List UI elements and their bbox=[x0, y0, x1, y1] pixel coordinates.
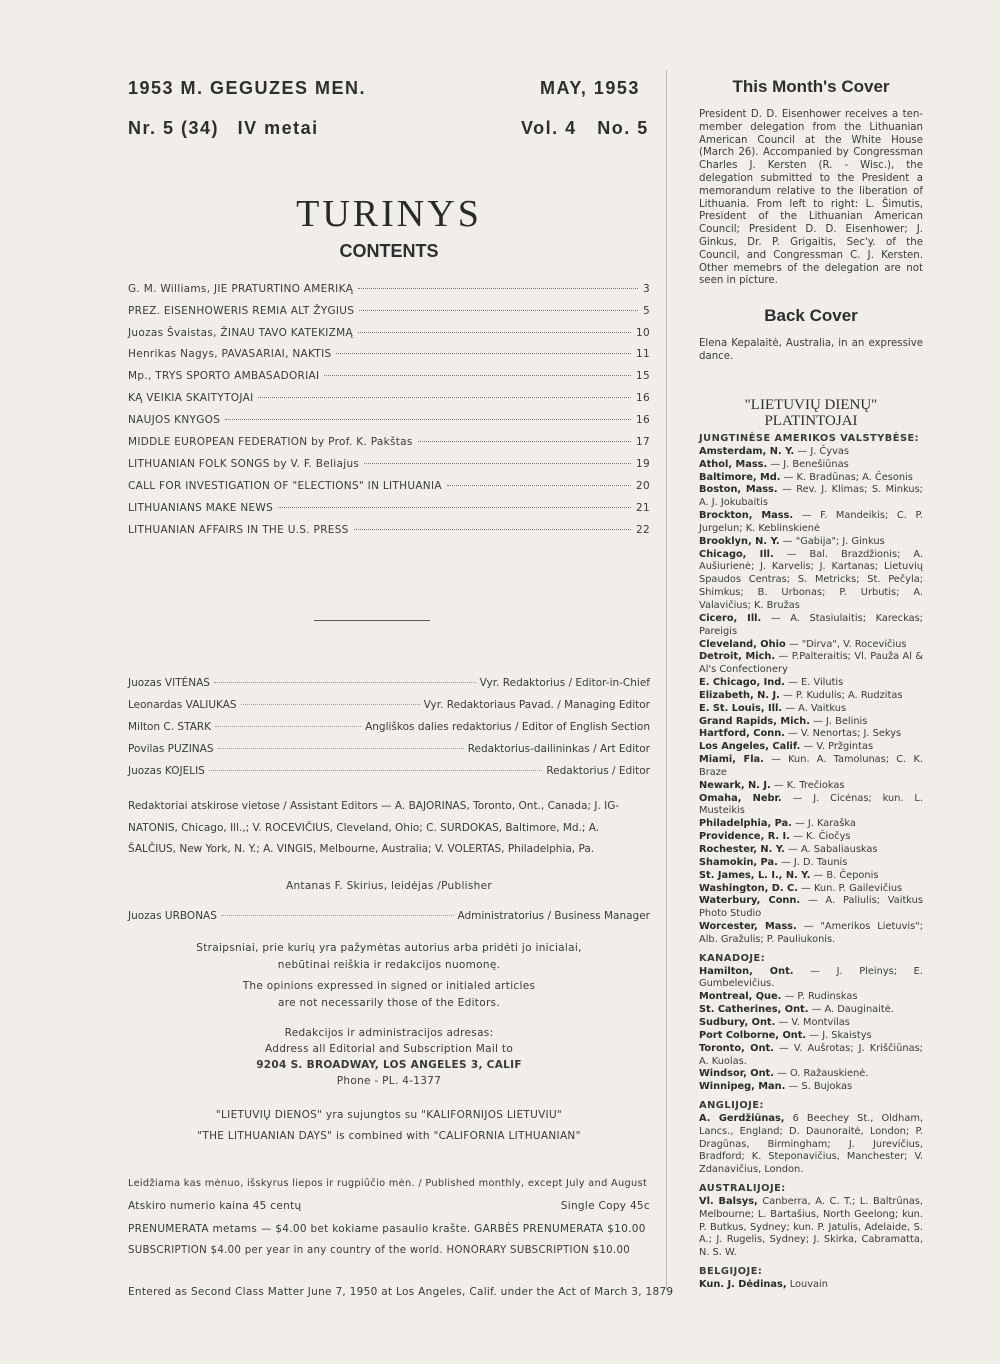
toc-title: LITHUANIAN FOLK SONGS by V. F. Beliajus bbox=[128, 458, 360, 470]
toc-item[interactable] bbox=[128, 305, 650, 317]
distributor-entry bbox=[699, 716, 923, 729]
distributor-names: — E. Vilutis bbox=[788, 677, 844, 689]
toc-page: 19 bbox=[636, 458, 650, 470]
leader-dots bbox=[324, 375, 631, 376]
distributor-names: 6 Beechey St., Oldham, Lancs., England; D. Daunoraitė, London; P. Dragūnas, Birmingham; J. Jurevičius, Bradford; K. Steponavičius, Manchester; V. Zdanavičius, London. bbox=[699, 1112, 923, 1176]
distributor-place: Worcester, Mass. bbox=[699, 921, 797, 933]
toc-item[interactable] bbox=[128, 370, 650, 382]
distributor-names: — Rev. J. Klimas; S. Minkus; A. J. Jokubaitis bbox=[699, 484, 923, 509]
toc-title: LITHUANIANS MAKE NEWS bbox=[128, 502, 274, 514]
staff-row bbox=[128, 765, 650, 777]
assistant-editors-line: Redaktoriai atskirose vietose / Assistant Editors — A. BAJORINAS, Toronto, Ont., Canada; J. IG- bbox=[128, 800, 620, 812]
lt-number bbox=[128, 118, 319, 139]
pub-line bbox=[128, 1223, 650, 1235]
column-rule bbox=[666, 70, 667, 1290]
distributor-place: Brooklyn, N. Y. bbox=[699, 535, 780, 547]
toc-title: LITHUANIAN AFFAIRS IN THE U.S. PRESS bbox=[128, 524, 349, 536]
distributor-place: Athol, Mass. bbox=[699, 458, 768, 470]
distributor-names: — P. Rudinskas bbox=[784, 991, 858, 1003]
distributor-entry bbox=[699, 510, 923, 536]
distributor-place: Vl. Balsys, bbox=[699, 1195, 758, 1207]
staff-name: Milton C. STARK bbox=[128, 721, 212, 733]
distributor-entry bbox=[699, 966, 923, 992]
staff-row bbox=[128, 699, 650, 711]
assistant-editors bbox=[128, 796, 650, 861]
pub-line bbox=[128, 1245, 650, 1256]
disclaimer-line: The opinions expressed in signed or initialed articles bbox=[242, 980, 536, 992]
pub-line-text: Leidžiama kas mėnuo, išskyrus liepos ir rugpiūčio mėn. / Published monthly, except July and August bbox=[128, 1178, 648, 1189]
distributor-entry bbox=[699, 1113, 923, 1177]
distributor-names: — V. Pržgintas bbox=[803, 741, 874, 753]
distributor-section-title: KANADOJE: bbox=[699, 952, 766, 964]
distributors-list bbox=[699, 433, 923, 1292]
leader-dots bbox=[358, 288, 638, 289]
distributor-names: — K. Bradūnas; A. Česonis bbox=[783, 471, 913, 483]
toc-item[interactable] bbox=[128, 480, 650, 492]
distributor-names: — B. Čeponis bbox=[813, 869, 879, 881]
distributor-place: Port Colborne, Ont. bbox=[699, 1029, 807, 1041]
distributor-names: — J. Cicėnas; kun. L. Musteikis bbox=[699, 792, 923, 817]
toc-page: 3 bbox=[643, 283, 650, 295]
distributor-entry bbox=[699, 991, 923, 1004]
leader-dots bbox=[218, 748, 464, 749]
distributor-names: — V. Nenortas; J. Sekys bbox=[788, 728, 902, 740]
toc-page: 5 bbox=[643, 305, 650, 317]
distributor-place: Newark, N. J. bbox=[699, 779, 771, 791]
toc-page: 10 bbox=[636, 327, 650, 339]
en-date: MAY, 1953 bbox=[540, 78, 640, 98]
leader-dots bbox=[278, 507, 631, 508]
address-line: Address all Editorial and Subscription Mail to bbox=[264, 1043, 514, 1055]
disclaimer-lt bbox=[128, 940, 650, 974]
distributor-place: Hamilton, Ont. bbox=[699, 965, 794, 977]
distributor-names: — Kun. P. Gailevičius bbox=[801, 882, 903, 894]
staff-row bbox=[128, 677, 650, 689]
volume: Vol. 4 bbox=[521, 118, 577, 138]
distributor-entry bbox=[699, 844, 923, 857]
toc-item[interactable] bbox=[128, 436, 650, 448]
distributor-names: — J. Karaška bbox=[794, 818, 856, 830]
admin-role: Administratorius / Business Manager bbox=[457, 910, 650, 922]
distributor-names: — "Gabija"; J. Ginkus bbox=[782, 535, 885, 547]
lt-date: 1953 M. GEGUZES MEN. bbox=[128, 78, 367, 98]
disclaimer-line: are not necessarily those of the Editors. bbox=[278, 997, 500, 1009]
distributor-entry bbox=[699, 549, 923, 613]
distributor-place: Cicero, Ill. bbox=[699, 612, 762, 624]
distributor-place: Boston, Mass. bbox=[699, 484, 778, 496]
distributor-place: Kun. J. Dėdinas, bbox=[699, 1279, 787, 1290]
leader-dots bbox=[209, 770, 542, 771]
toc-page: 17 bbox=[636, 436, 650, 448]
distributor-entry bbox=[699, 1068, 923, 1081]
toc-page: 11 bbox=[636, 348, 650, 360]
publisher: Antanas F. Skirius, leidėjas /Publisher bbox=[285, 880, 493, 892]
admin-name: Juozas URBONAS bbox=[128, 910, 217, 922]
combined-line: "LIETUVIŲ DIENOS" yra sujungtos su "KALIFORNIJOS LIETUVIU" bbox=[215, 1109, 563, 1121]
toc-page: 15 bbox=[636, 370, 650, 382]
distributor-entry bbox=[699, 921, 923, 947]
distributor-section-title: BELGIJOJE: bbox=[699, 1266, 763, 1278]
distributor-entry bbox=[699, 690, 923, 703]
distributor-names: — P.Palteraitis; Vl. Pauža Al & Al's Confectionery bbox=[699, 651, 923, 676]
distributor-names: — J. Skaistys bbox=[809, 1029, 872, 1041]
distributor-names: — F. Mandeikis; C. P. Jurgelun; K. Keblinskienė bbox=[699, 510, 923, 534]
distributor-place: Chicago, Ill. bbox=[699, 548, 774, 560]
distributor-entry bbox=[699, 780, 923, 793]
staff-row bbox=[128, 721, 650, 733]
disclaimer-line: Straipsniai, prie kurių yra pažymėtas autorius arba pridėti jo inicialai, bbox=[196, 942, 582, 954]
toc-page: 20 bbox=[636, 480, 650, 492]
staff-role: Vyr. Redaktoriaus Pavad. / Managing Editor bbox=[423, 699, 650, 711]
distributor-place: Sudbury, Ont. bbox=[699, 1016, 776, 1028]
distributor-place: Cleveland, Ohio bbox=[699, 638, 786, 650]
distributor-entry bbox=[699, 1196, 923, 1260]
distributor-place: Hartford, Conn. bbox=[699, 728, 785, 740]
distributor-place: Shamokin, Pa. bbox=[699, 856, 778, 868]
entered-notice bbox=[128, 1286, 674, 1298]
distributor-names: — J. Čyvas bbox=[797, 445, 849, 457]
toc-title: Mp., TRYS SPORTO AMBASADORIAI bbox=[128, 370, 320, 382]
distributor-entry bbox=[699, 472, 923, 485]
staff-name: Juozas KOJELIS bbox=[128, 765, 205, 777]
distributor-place: Baltimore, Md. bbox=[699, 471, 781, 483]
toc-title: PREZ. EISENHOWERIS REMIA ALT ŽYGIUS bbox=[128, 305, 355, 317]
disclaimer-en bbox=[128, 978, 650, 1012]
distributor-names: — P. Kudulis; A. Rudzitas bbox=[783, 689, 903, 701]
leader-dots bbox=[354, 529, 631, 530]
pub-line-text: Atskiro numerio kaina 45 centų bbox=[128, 1200, 302, 1212]
toc-item[interactable] bbox=[128, 502, 650, 514]
cover-heading: This Month's Cover bbox=[732, 77, 890, 96]
page-subtitle: CONTENTS bbox=[339, 241, 439, 261]
toc-title: MIDDLE EUROPEAN FEDERATION by Prof. K. Pakštas bbox=[128, 436, 413, 448]
leader-dots bbox=[214, 682, 476, 683]
distributor-entry bbox=[699, 793, 923, 819]
distributor-entry bbox=[699, 446, 923, 459]
divider bbox=[314, 620, 430, 621]
distributor-place: Windsor, Ont. bbox=[699, 1068, 774, 1080]
toc-item[interactable] bbox=[128, 524, 650, 536]
staff-role: Redaktorius-dailininkas / Art Editor bbox=[467, 743, 650, 755]
distributor-names: — "Amerikos Lietuvis"; Alb. Gražulis; P. Pauliukonis. bbox=[699, 921, 924, 945]
pub-line-text: PRENUMERATA metams — $4.00 bet kokiame pasaulio krašte. GARBĖS PRENUMERATA $10.00 bbox=[128, 1223, 646, 1235]
toc-item[interactable] bbox=[128, 458, 650, 470]
issue-year: IV metai bbox=[237, 118, 319, 138]
distributor-place: Amsterdam, N. Y. bbox=[699, 445, 795, 457]
toc-item[interactable] bbox=[128, 414, 650, 426]
distributor-section-title: ANGLIJOJE: bbox=[699, 1100, 764, 1112]
distributor-names: — J. Belinis bbox=[813, 715, 868, 727]
staff-role: Redaktorius / Editor bbox=[546, 765, 650, 777]
address-phone: Phone - PL. 4-1377 bbox=[336, 1075, 442, 1087]
distributor-place: Washington, D. C. bbox=[699, 882, 798, 894]
distributor-names: — A. Stasiulaitis; Kareckas; Pareigis bbox=[699, 612, 923, 637]
distributor-entry bbox=[699, 1004, 923, 1017]
distributor-place: Grand Rapids, Mich. bbox=[699, 715, 810, 727]
distributor-entry bbox=[699, 613, 923, 639]
staff-name: Juozas VITĖNAS bbox=[128, 677, 210, 689]
toc-title: CALL FOR INVESTIGATION OF "ELECTIONS" IN LITHUANIA bbox=[128, 480, 442, 492]
distributor-place: Miami, Fla. bbox=[699, 754, 764, 766]
toc-item[interactable] bbox=[128, 392, 650, 404]
distributor-entry bbox=[699, 857, 923, 870]
distributor-names: — A. Vaitkus bbox=[785, 702, 847, 714]
distributor-entry bbox=[699, 741, 923, 754]
distributor-place: St. Catherines, Ont. bbox=[699, 1004, 809, 1016]
back-cover-heading: Back Cover bbox=[764, 306, 858, 325]
distributor-entry bbox=[699, 536, 923, 549]
number: No. 5 bbox=[597, 118, 649, 138]
toc-page: 16 bbox=[636, 414, 650, 426]
distributor-entry bbox=[699, 883, 923, 896]
pub-line bbox=[128, 1200, 650, 1212]
distributor-names: — O. Ražauskienė. bbox=[777, 1068, 869, 1080]
business-manager-row bbox=[128, 910, 650, 922]
distributor-entry bbox=[699, 677, 923, 690]
distributor-entry bbox=[699, 1279, 923, 1292]
page-title: TURINYS bbox=[296, 193, 482, 235]
distributor-place: Rochester, N. Y. bbox=[699, 844, 785, 855]
distributor-place: Philadelphia, Pa. bbox=[699, 818, 792, 830]
pub-line-right: Single Copy 45c bbox=[560, 1200, 650, 1212]
distributor-entry bbox=[699, 1081, 923, 1094]
distributor-names: — Kun. A. Tamolunas; C. K. Braze bbox=[699, 754, 923, 778]
distributor-place: Los Angeles, Calif. bbox=[699, 741, 801, 753]
distributor-names: — A. Paliulis; Vaitkus Photo Studio bbox=[699, 895, 923, 920]
assistant-editors-line: NATONIS, Chicago, Ill.,; V. ROCEVIČIUS, Cleveland, Ohio; C. SURDOKAS, Baltimore, Md.; A. bbox=[128, 821, 600, 834]
distributors-heading-line: "LIETUVIŲ DIENŲ" bbox=[744, 397, 878, 413]
leader-dots bbox=[358, 332, 631, 333]
distributor-section-title: AUSTRALIJOJE: bbox=[699, 1183, 786, 1195]
distributor-names: — K. Trečiokas bbox=[773, 779, 845, 791]
toc-page: 21 bbox=[636, 502, 650, 514]
toc-item[interactable] bbox=[128, 327, 650, 339]
distributor-entry bbox=[699, 1017, 923, 1030]
address-block bbox=[128, 1025, 650, 1089]
distributor-place: Omaha, Nebr. bbox=[699, 792, 782, 804]
leader-dots bbox=[359, 310, 638, 311]
distributor-section-title: JUNGTINĖSE AMERIKOS VALSTYBĖSE: bbox=[699, 433, 920, 444]
distributor-entry bbox=[699, 818, 923, 831]
toc-title: G. M. Williams, JIE PRATURTINO AMERIKĄ bbox=[128, 283, 354, 295]
distributor-names: — V. Aušrotas; J. Kriščiūnas; A. Kuolas. bbox=[699, 1042, 923, 1067]
cover-text: President D. D. Eisenhower receives a ten-member delegation from the Lithuanian American Council at the White House (March 26). Accompanied by Congressman Charles J. Kersten (R. - Wisc.), the delegation submitted to the President a memorandum relative to the liberation of Lithuania. From left to right: L. Šimutis, President of the Lithuanian American Council; President D. D. Eisenhower; J. Ginkus, Dr. P. Grigaitis, Sec'y. of the Council, and Congressman C. J. Kersten. Other memebrs of the delegation are not seen in picture. bbox=[699, 109, 923, 287]
leader-dots bbox=[258, 397, 631, 398]
distributor-place: Elizabeth, N. J. bbox=[699, 689, 780, 701]
issue-number: Nr. 5 (34) bbox=[128, 118, 220, 138]
distributor-names: — V. Montvilas bbox=[778, 1016, 850, 1028]
distributor-place: St. James, L. I., N. Y. bbox=[699, 869, 811, 881]
distributor-entry bbox=[699, 831, 923, 844]
distributor-entry bbox=[699, 895, 923, 921]
distributor-place: Brockton, Mass. bbox=[699, 510, 794, 522]
distributor-names: — J. Pleinys; E. Gumbelevičius. bbox=[699, 965, 923, 990]
distributor-names: — "Dirva", V. Rocevičius bbox=[788, 638, 907, 650]
toc-item[interactable] bbox=[128, 283, 650, 295]
toc-title: NAUJOS KNYGOS bbox=[128, 414, 221, 426]
combined-notice bbox=[128, 1105, 650, 1147]
staff-role: Vyr. Redaktorius / Editor-in-Chief bbox=[479, 677, 650, 689]
distributor-entry bbox=[699, 728, 923, 741]
combined-line: "THE LITHUANIAN DAYS" is combined with "CALIFORNIA LITHUANIAN" bbox=[197, 1130, 581, 1142]
toc-title: Henrikas Nagys, PAVASARIAI, NAKTIS bbox=[128, 348, 332, 360]
distributor-entry bbox=[699, 1043, 923, 1069]
toc-title: KĄ VEIKIA SKAITYTOJAI bbox=[128, 392, 254, 404]
distributor-entry bbox=[699, 651, 923, 677]
pub-line-text: SUBSCRIPTION $4.00 per year in any country of the world. HONORARY SUBSCRIPTION $10.00 bbox=[128, 1245, 631, 1256]
leader-dots bbox=[364, 463, 631, 464]
distributor-names: Louvain bbox=[789, 1279, 828, 1290]
distributor-names: — A. Sabaliauskas bbox=[788, 844, 878, 855]
distributor-place: E. Chicago, Ind. bbox=[699, 677, 785, 689]
distributors-heading-line: PLATINTOJAI bbox=[764, 413, 858, 429]
distributor-entry bbox=[699, 484, 923, 510]
distributor-place: Waterbury, Conn. bbox=[699, 895, 801, 907]
distributor-place: Detroit, Mich. bbox=[699, 651, 776, 663]
distributor-entry bbox=[699, 703, 923, 716]
distributor-names: — J. D. Taunis bbox=[780, 856, 848, 868]
distributor-place: Winnipeg, Man. bbox=[699, 1081, 786, 1093]
distributor-names: — J. Benešiūnas bbox=[770, 458, 849, 470]
distributors-heading bbox=[699, 397, 923, 429]
distributor-place: A. Gerdžiūnas, bbox=[699, 1112, 785, 1124]
entered-text: Entered as Second Class Matter June 7, 1950 at Los Angeles, Calif. under the Act of March 3, 1879 bbox=[128, 1286, 674, 1298]
address-street: 9204 S. BROADWAY, LOS ANGELES 3, CALIF bbox=[256, 1059, 522, 1071]
pub-line bbox=[128, 1178, 650, 1189]
toc-title: Juozas Švaistas, ŽINAU TAVO KATEKIZMĄ bbox=[128, 327, 354, 339]
distributor-entry bbox=[699, 639, 923, 652]
toc-item[interactable] bbox=[128, 348, 650, 360]
distributor-entry bbox=[699, 754, 923, 780]
distributor-place: Montreal, Que. bbox=[699, 991, 782, 1003]
disclaimer-line: nebūtinai reiškia ir redakcijos nuomonę. bbox=[277, 959, 501, 971]
staff-role: Angliškos dalies redaktorius / Editor of English Section bbox=[365, 721, 650, 733]
distributor-entry bbox=[699, 1030, 923, 1043]
staff-row bbox=[128, 743, 650, 755]
leader-dots bbox=[221, 915, 454, 916]
toc-page: 16 bbox=[636, 392, 650, 404]
distributor-place: Providence, R. I. bbox=[699, 831, 790, 843]
assistant-editors-line: ŠALČIUS, New York, N. Y.; A. VINGIS, Melbourne, Australia; V. VOLERTAS, Philadelphia, Pa. bbox=[128, 843, 595, 855]
leader-dots bbox=[336, 353, 631, 354]
staff-name: Leonardas VALIUKAS bbox=[128, 699, 237, 711]
distributor-names: — Bal. Brazdžionis; A. Aušiurienė; J. Karvelis; J. Kartanas; Lietuvių Spaudos Centras; S. Metricks; St. Pečyla; Shimkus; B. Urbonas; P. Urbutis; A. Valavičius; K. Bružas bbox=[699, 548, 923, 611]
leader-dots bbox=[215, 726, 361, 727]
distributor-entry bbox=[699, 459, 923, 472]
distributor-names: — A. Dauginaitė. bbox=[811, 1004, 894, 1016]
leader-dots bbox=[447, 485, 631, 486]
leader-dots bbox=[225, 419, 631, 420]
toc-page: 22 bbox=[636, 524, 650, 536]
distributor-place: Toronto, Ont. bbox=[699, 1042, 774, 1054]
distributor-place: E. St. Louis, Ill. bbox=[699, 702, 783, 714]
address-line: Redakcijos ir administracijos adresas: bbox=[284, 1027, 494, 1039]
back-cover-text: Elena Kepalaitė, Australia, in an expressive dance. bbox=[699, 338, 923, 362]
distributor-names: Canberra, A. C. T.; L. Baltrūnas, Melbourne; L. Bartašius, North Geelong; kun. P. Butkus, Sydney; kun. P. Jatulis, Adelaide, S. A.; J. Rugelis, Sydney; J. Skirka, Cabramatta, N. S. W. bbox=[699, 1195, 924, 1259]
leader-dots bbox=[241, 704, 420, 705]
distributor-names: — S. Bujokas bbox=[788, 1081, 853, 1093]
en-volume bbox=[521, 118, 649, 139]
distributor-names: — K. Čiočys bbox=[793, 831, 851, 843]
leader-dots bbox=[418, 441, 631, 442]
distributor-entry bbox=[699, 870, 923, 883]
staff-name: Povilas PUZINAS bbox=[128, 743, 214, 755]
